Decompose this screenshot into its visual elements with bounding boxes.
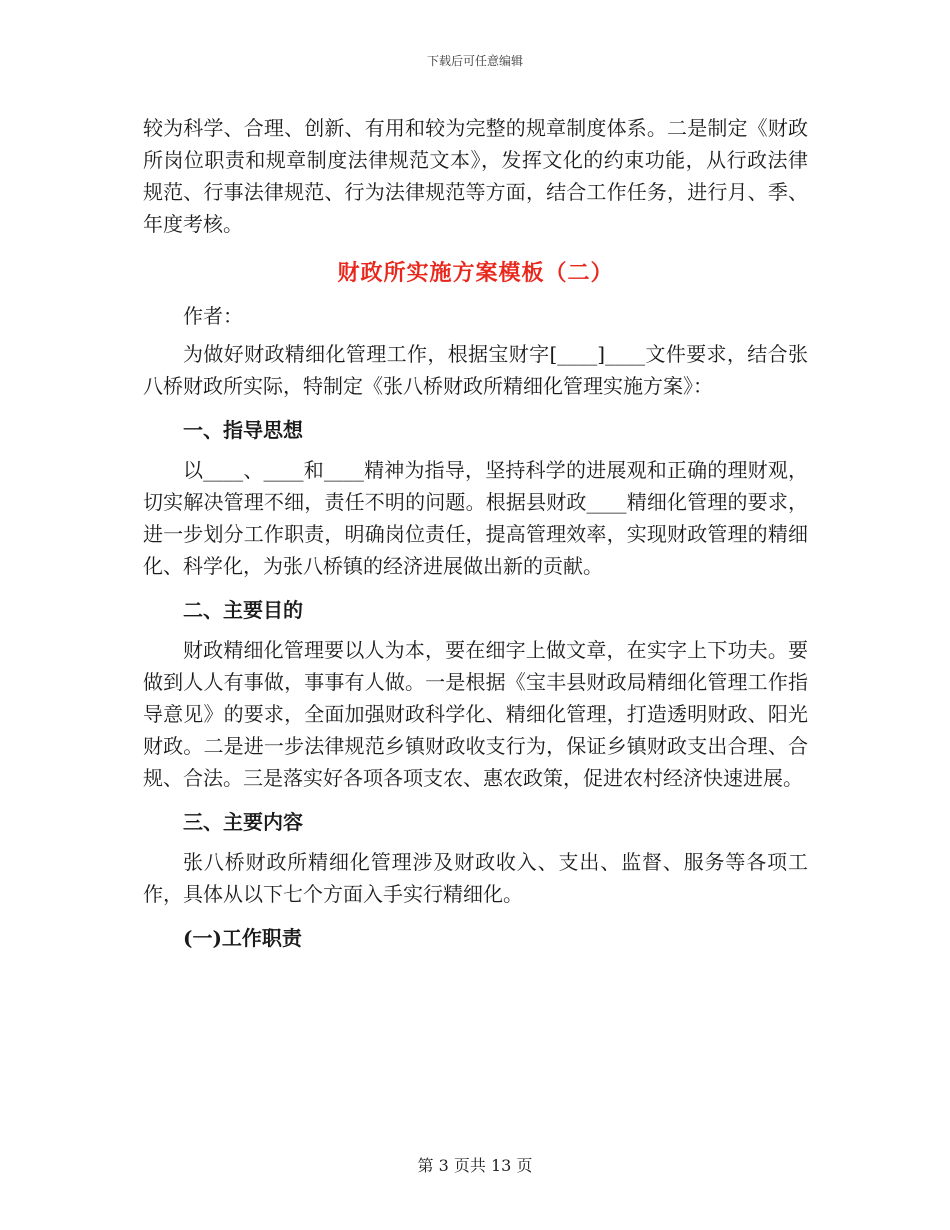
section-heading-main-purpose: 二、主要目的: [183, 598, 303, 622]
document-title: 财政所实施方案模板（二）: [337, 260, 614, 286]
continued-paragraph: 较为科学、合理、创新、有用和较为完整的规章制度体系。二是制定《财政所岗位职责和规章制度法律规范文本》，发挥文化的约束功能，从行政法律规范、行事法律规范、行为法律规范等方面，结合工作任务，进行月、季、年度考核。: [143, 116, 808, 236]
section-body-main-content: 张八桥财政所精细化管理涉及财政收入、支出、监督、服务等各项工作，具体从以下七个方面入手实行精细化。: [143, 850, 808, 906]
subsection-heading-job-duties: (一)工作职责: [183, 926, 302, 950]
page-number: 第 3 页共 13 页: [417, 1156, 533, 1175]
intro-paragraph: 为做好财政精细化管理工作，根据宝财字[____]____文件要求，结合张八桥财政所实际，特制定《张八桥财政所精细化管理实施方案》：: [143, 342, 808, 398]
section-heading-main-content: 三、主要内容: [183, 810, 303, 834]
document-body: [143, 112, 808, 954]
section-body-main-purpose: 财政精细化管理要以人为本，要在细字上做文章，在实字上下功夫。要做到人人有事做，事事有人做。一是根据《宝丰县财政局精细化管理工作指导意见》的要求，全面加强财政科学化、精细化管理，打造透明财政、阳光财政。二是进一步法律规范乡镇财政收支行为，保证乡镇财政支出合理、合规、合法。三是落实好各项各项支农、惠农政策，促进农村经济快速进展。: [143, 638, 808, 790]
section-heading-guiding-ideology: 一、指导思想: [183, 418, 303, 442]
section-body-guiding-ideology: 以____、____和____精神为指导，坚持科学的进展观和正确的理财观，切实解决管理不细，责任不明的问题。根据县财政____精细化管理的要求，进一步划分工作职责，明确岗位责任，提高管理效率，实现财政管理的精细化、科学化，为张八桥镇的经济进展做出新的贡献。: [143, 458, 808, 578]
author-line: 作者：: [183, 304, 243, 328]
page-header: 下载后可任意编辑: [426, 54, 523, 68]
